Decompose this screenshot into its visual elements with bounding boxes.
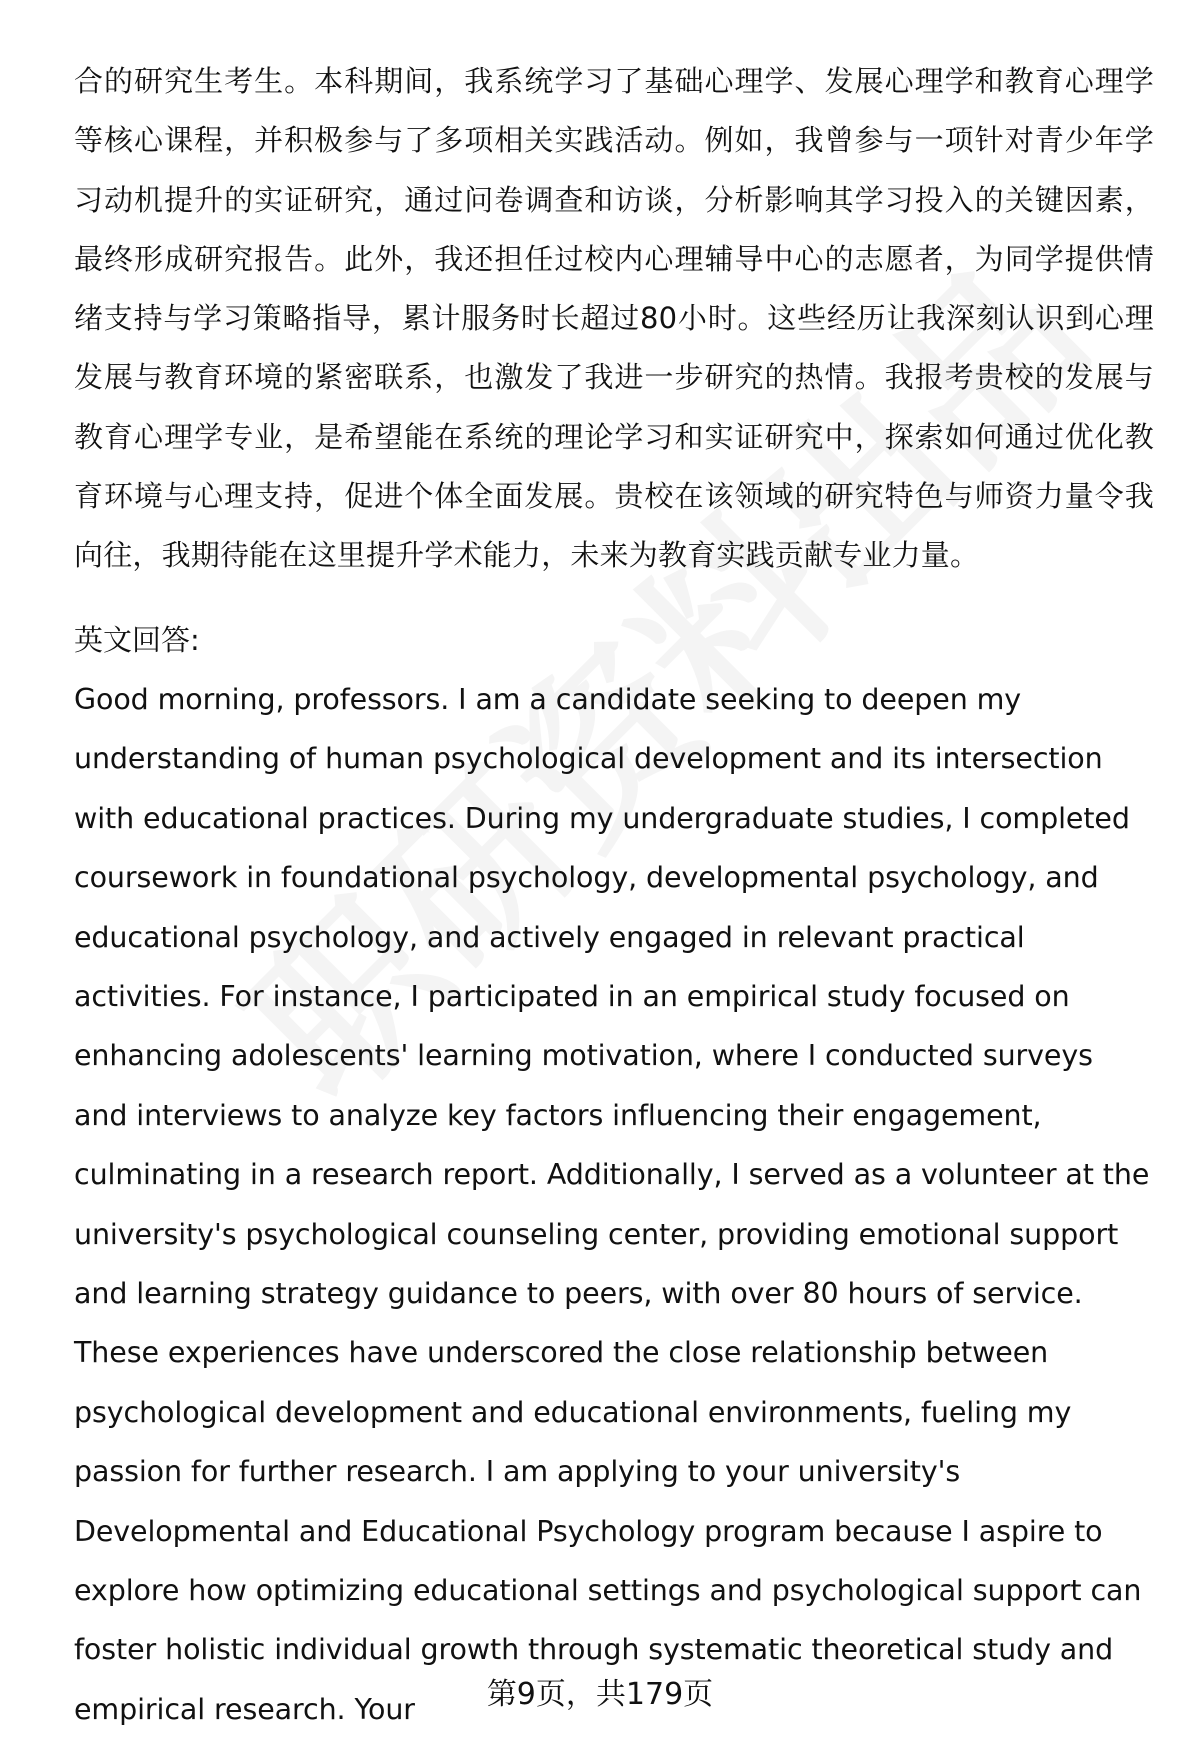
page-number: 第9页，共179页 bbox=[486, 1677, 714, 1712]
chinese-answer-paragraph: 合的研究生考生。本科期间，我系统学习了基础心理学、发展心理学和教育心理学等核心课程，并积极参与了多项相关实践活动。例如，我曾参与一项针对青少年学习动机提升的实证研究，通过问卷调查和访谈，分析影响其学习投入的关键因素，最终形成研究报告。此外，我还担任过校内心理辅导中心的志愿者，为同学提供情绪支持与学习策略指导，累计服务时长超过80小时。这些经历让我深刻认识到心理发展与教育环境的紧密联系，也激发了我进一步研究的热情。我报考贵校的发展与教育心理学专业，是希望能在系统的理论学习和实证研究中，探索如何通过优化教育环境与心理支持，促进个体全面发展。贵校在该领域的研究特色与师资力量令我向往，我期待能在这里提升学术能力，未来为教育实践贡献专业力量。 bbox=[74, 64, 1154, 573]
english-answer-label: 英文回答: bbox=[74, 622, 200, 657]
document-page bbox=[74, 52, 1154, 1739]
english-answer-paragraph: Good morning, professors. I am a candidate seeking to deepen my understanding of human psychological development and its intersection with educational practices. During my undergraduate studies, I completed coursework in foundational psychology, developmental psychology, and educational psychology, and actively engaged in relevant practical activities. For instance, I participated in an empirical study focused on enhancing adolescents' learning motivation, where I conducted surveys and interviews to analyze key factors influencing their engagement, culminating in a research report. Additionally, I served as a volunteer at the university's psychological counseling center, providing emotional support and learning strategy guidance to peers, with over 80 hours of service. These experiences have underscored the close relationship between psychological development and educational environments, fueling my passion for further research. I am applying to your university's Developmental and Educational Psychology program because I aspire to explore how optimizing educational settings and psychological support can foster holistic individual growth through systematic theoretical study and empirical research. Your bbox=[74, 682, 1150, 1726]
